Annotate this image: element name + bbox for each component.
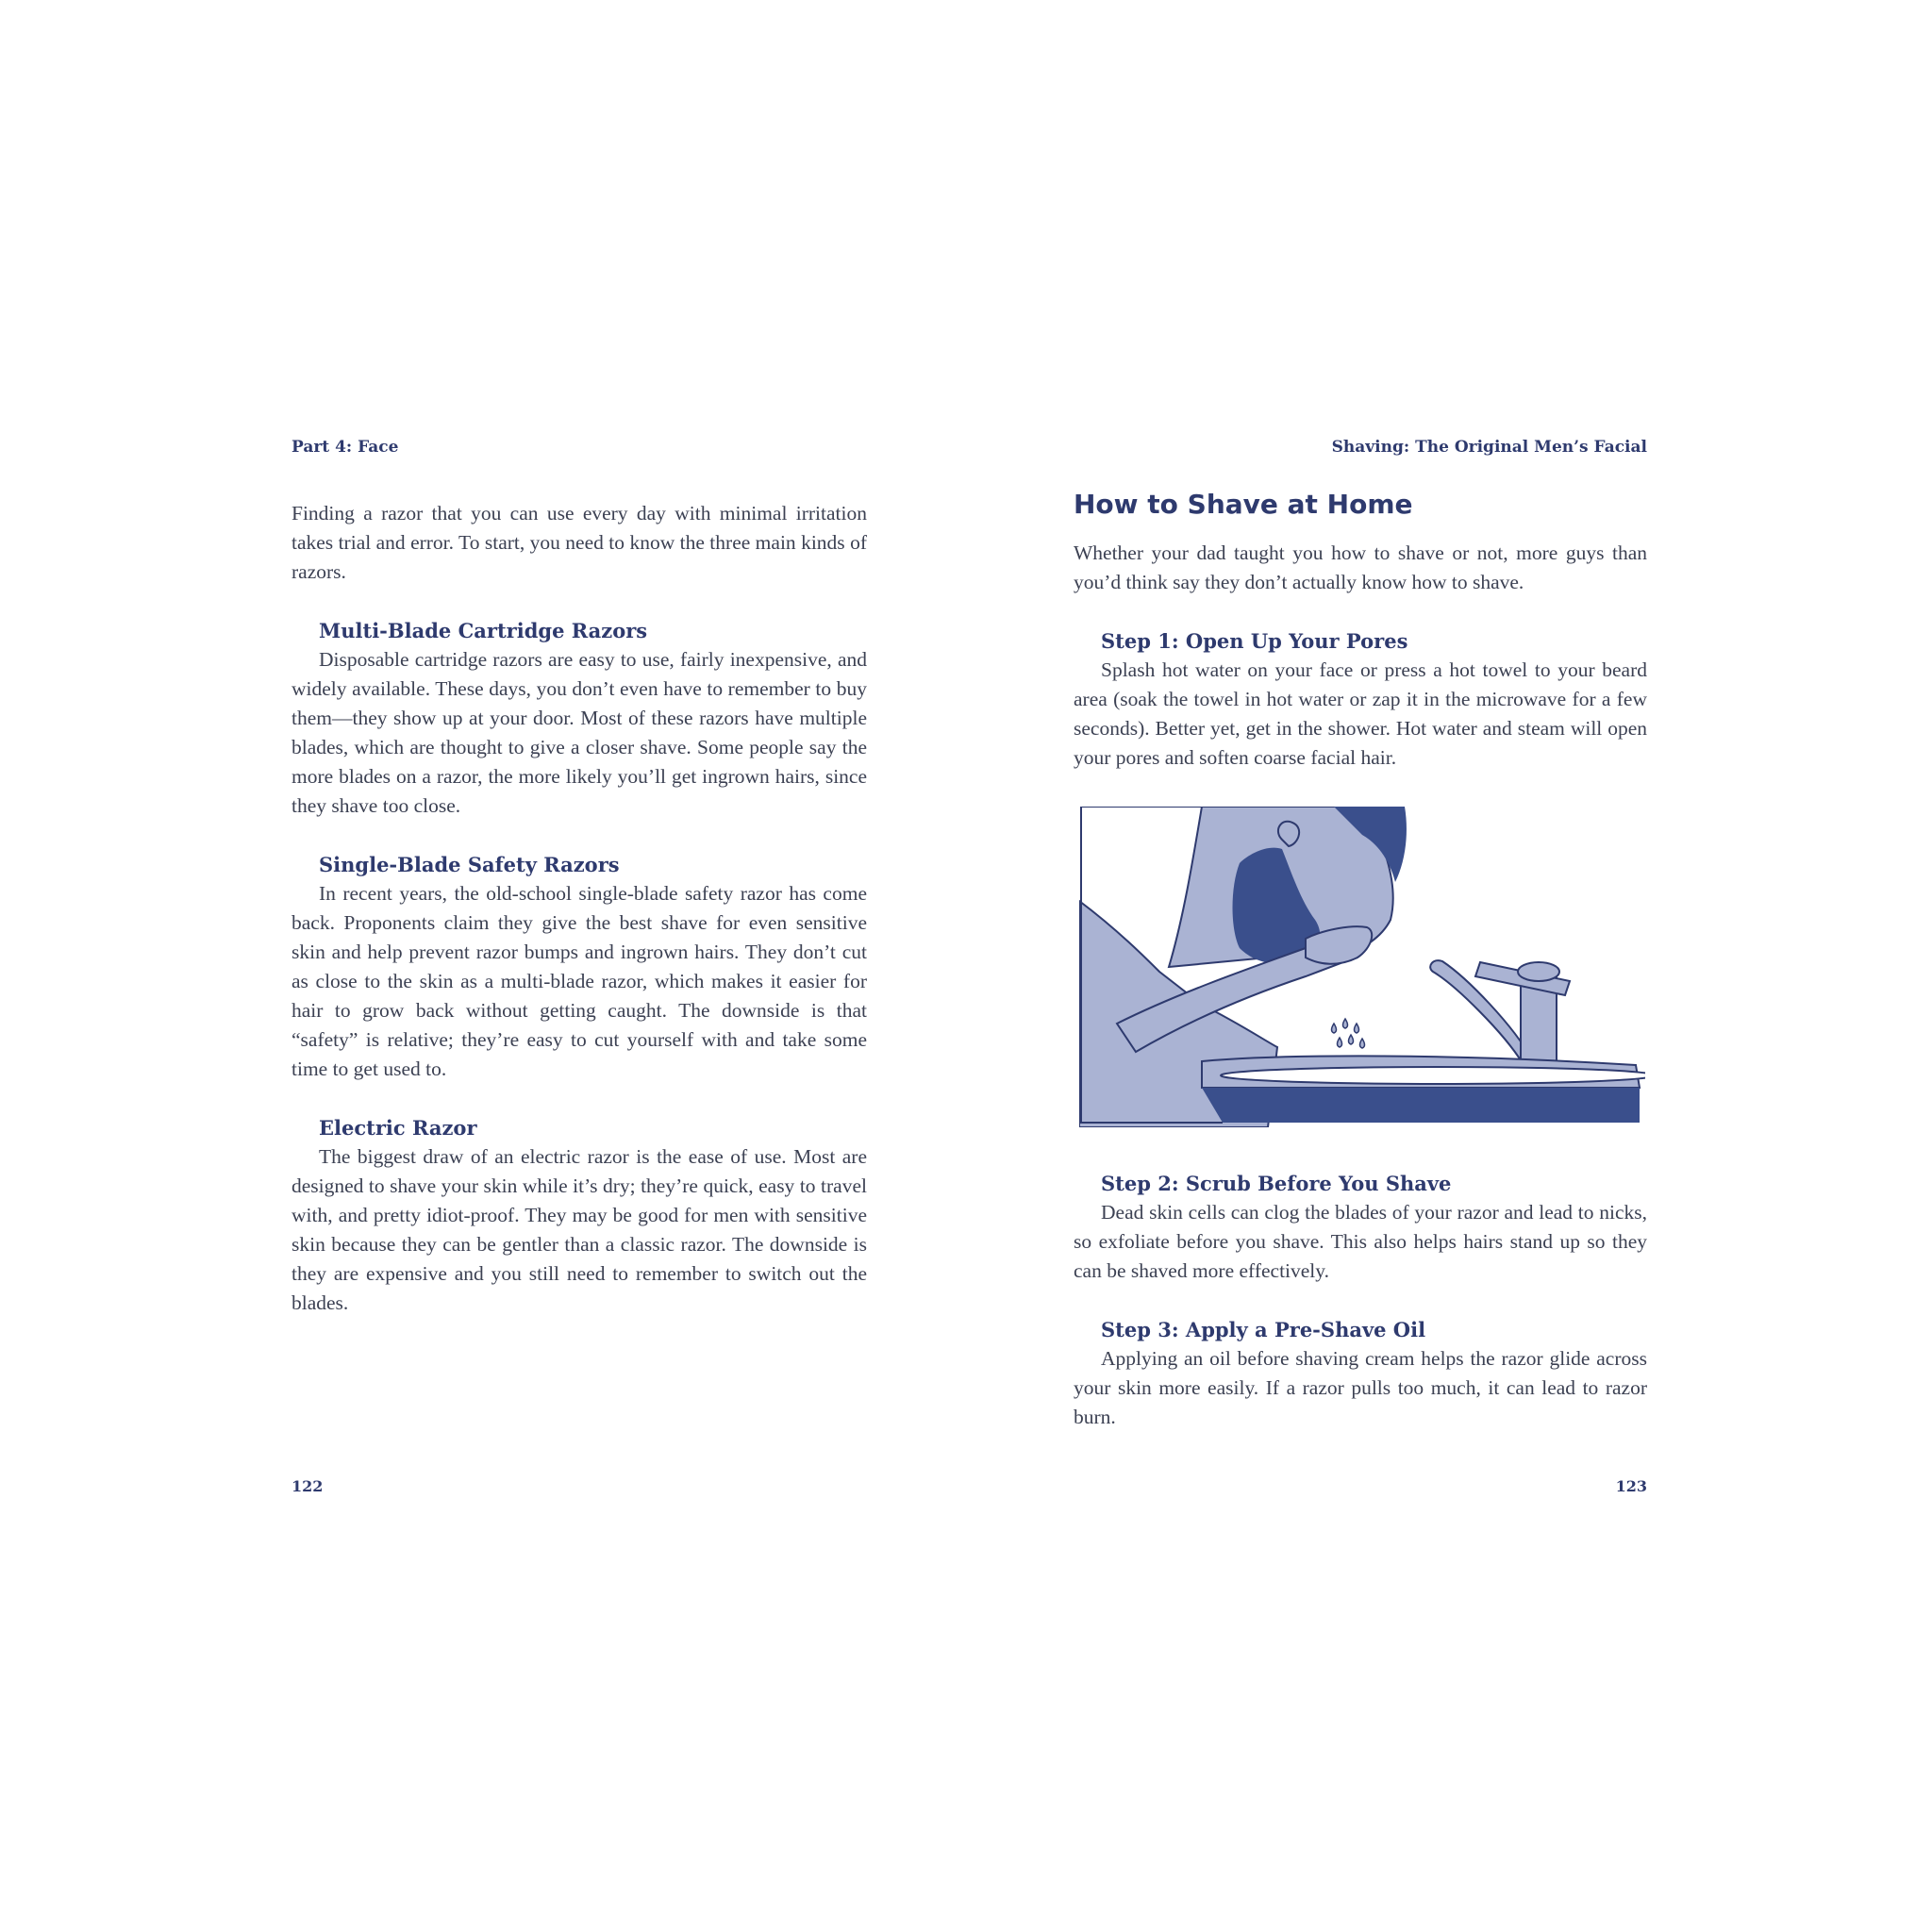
paragraph-multi-blade: Disposable cartridge razors are easy to use, fairly inexpensive, and widely available. These days, you don’t even have to remember to buy them—they show up at your door. Most of these razors have multiple blades, which are thought to give a closer shave. Some people say the more blades on a razor, the more likely you’ll get ingrown hairs, since they shave too close. — [291, 648, 867, 817]
counter-front — [1202, 1088, 1640, 1123]
heading-electric: Electric Razor — [319, 1116, 477, 1140]
page-number-right: 123 — [1615, 1477, 1647, 1495]
sink-bowl — [1221, 1067, 1645, 1084]
paragraph-step-1: Splash hot water on your face or press a hot towel to your beard area (soak the towel in hot water or zap it in the microwave for a few seconds). Better yet, get in the shower. Hot water and steam will open your pores and soften coarse facial hair. — [1074, 658, 1647, 769]
page-number-left: 122 — [291, 1477, 324, 1495]
right-intro-paragraph: Whether your dad taught you how to shave or not, more guys than you’d think say they don’t actually know how to shave. — [1074, 541, 1647, 593]
heading-step-1: Step 1: Open Up Your Pores — [1101, 629, 1408, 653]
paragraph-electric: The biggest draw of an electric razor is the ease of use. Most are designed to shave your skin while it’s dry; they’re quick, easy to travel with, and pretty idiot-proof. They may be good for men with sensitive skin because they can be gentler than a classic razor. The downside is they are expensive and you still need to remember to switch out the blades. — [291, 1145, 867, 1314]
paragraph-step-2: Dead skin cells can clog the blades of your razor and lead to nicks, so exfoliate before you shave. This also helps hairs stand up so they can be shaved more effectively. — [1074, 1201, 1647, 1282]
right-page — [1074, 436, 1647, 1432]
left-page — [291, 436, 867, 1318]
faucet-icon — [1430, 960, 1570, 1071]
water-drops-icon — [1332, 1019, 1365, 1048]
running-head-right: Shaving: The Original Men’s Facial — [1331, 438, 1647, 457]
running-head-left: Part 4: Face — [291, 438, 399, 457]
heading-step-2: Step 2: Scrub Before You Shave — [1101, 1172, 1452, 1195]
intro-paragraph: Finding a razor that you can use every day with minimal irritation takes trial and error. To start, you need to know the three main kinds of razors. — [291, 502, 867, 583]
heading-single-blade: Single-Blade Safety Razors — [319, 853, 620, 876]
face-washing-illustration — [1079, 807, 1645, 1127]
paragraph-single-blade: In recent years, the old-school single-blade safety razor has come back. Proponents claim they give the best shave for even sensitive skin and help prevent razor bumps and ingrown hairs. They don’t cut as close to the skin as a multi-blade razor, which makes it easier for hair to grow back without getting caught. The downside is that “safety” is relative; they’re easy to cut yourself with and take some time to get used to. — [291, 882, 867, 1080]
heading-multi-blade: Multi-Blade Cartridge Razors — [319, 619, 648, 642]
section-title: How to Shave at Home — [1074, 489, 1413, 520]
heading-step-3: Step 3: Apply a Pre-Shave Oil — [1101, 1318, 1426, 1341]
paragraph-step-3: Applying an oil before shaving cream helps the razor glide across your skin more easily. If a razor pulls too much, it can lead to razor burn. — [1074, 1347, 1647, 1428]
